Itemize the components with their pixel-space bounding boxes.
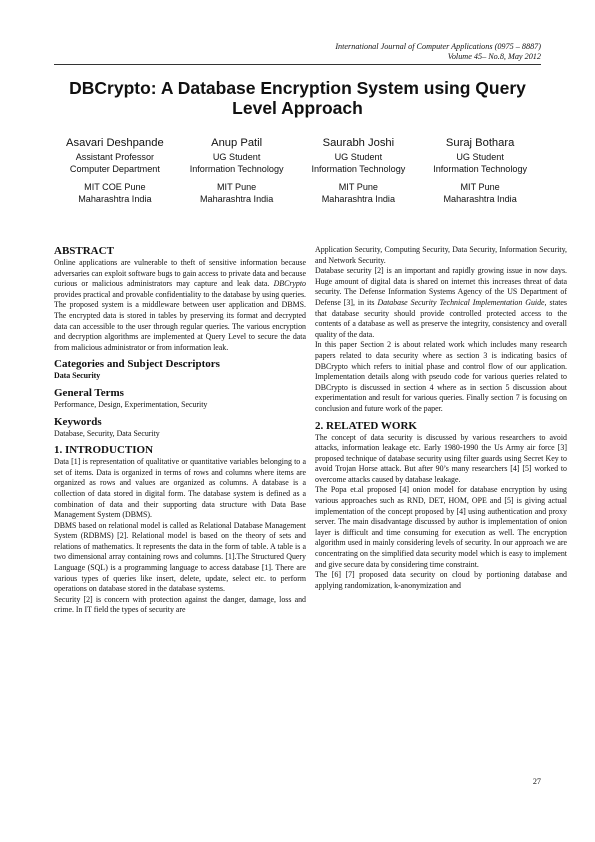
author-3	[298, 136, 420, 205]
author-block	[54, 136, 541, 205]
body-paragraph-1: Application Security, Computing Security, Data Security, Information Security, and Network Security.	[315, 245, 567, 265]
general-terms-heading: General Terms	[54, 386, 124, 399]
journal-header	[335, 42, 541, 62]
author-inst: MIT Pune	[216, 182, 257, 192]
related-paragraph-2: The Popa et.al proposed [4] onion model for database encryption by using various approaches such as RND, DET, HOM, OPE and [5] is giving actual implementation of the concept proposed by [4] using authentication and proxy server. The main disadvantage discussed by author is implementation of onion layer is difficult and time consuming for execution as well. The encryption algorithm used in mainly considering levels of security. In our approach we are concentrating on the simplified data security model which is easy to implement and give secure data by considering time constraint.	[315, 485, 567, 569]
categories-text: Data Security	[54, 371, 101, 381]
right-column	[315, 245, 567, 591]
author-dept: Information Technology	[433, 164, 528, 174]
intro-paragraph-1: Data [1] is representation of qualitative or quantitative variables belonging to a set of items. Data is organized in terms of rows and columns where items are organized as rows and values are organized as columns. A database is a collection of data stored in digital form. The database system is defined as a combination of data and their supporting data structure with Data Base Management System (DBMS).	[54, 457, 306, 520]
author-name: Anup Patil	[211, 137, 263, 149]
body-paragraph-2: Database security [2] is an important and rapidly growing issue in now days. Huge amount of digital data is shared on internet this increases threat of data security. The Defense Information Systems Agency of the US Department of Defense [3], in its Database Security Technical Implementation Guide, states that database security should provide controlled protected access to the contents of a database as well as preserve the integrity, consistency and overall quality of the data.	[315, 266, 568, 339]
author-location: Maharashtra India	[78, 194, 152, 204]
page-number: 27	[532, 777, 541, 786]
author-location: Maharashtra India	[321, 194, 396, 204]
left-column	[54, 245, 306, 616]
author-inst: MIT Pune	[460, 182, 500, 192]
related-paragraph-1: The concept of data security is discussed by various researchers to avoid attacks, information leakage etc. Early 1980-1990 the Us Army air force [3] proposed technique of database security using filter guards using Secret Key to avoid Trojan Horse attack. But after 90’s many researchers [4] [5] worked to overcome attacks caused by database leakage.	[315, 432, 567, 484]
body-paragraph-3: In this paper Section 2 is about related work which includes many research papers related to data security where as section 3 is indicating basics of DBCrypto which refers to initial phase and control flow of our application. Implementation details along with pseudo code for various queries related to DBCrypto is discussed in section 4 where as in section 5 discussion about experimentation and result for various queries. Finally section 7 is focusing on conclusion and future work of the paper.	[315, 340, 567, 413]
introduction-heading: 1. INTRODUCTION	[54, 444, 154, 457]
author-4	[419, 136, 541, 205]
author-1	[54, 136, 176, 205]
title-line-1: DBCrypto: A Database Encryption System using Query	[69, 78, 526, 98]
author-role: UG Student	[456, 152, 504, 162]
author-inst: MIT COE Pune	[84, 182, 146, 192]
title-line-2: Level Approach	[232, 98, 363, 118]
author-role: Assistant Professor	[75, 152, 155, 162]
related-work-heading: 2. RELATED WORK	[315, 419, 417, 432]
header-rule	[54, 64, 541, 65]
author-dept: Information Technology	[311, 164, 406, 174]
author-inst: MIT Pune	[338, 182, 378, 192]
abstract-text: Online applications are vulnerable to theft of sensitive information because adversaries can exploit software bugs to gain access to private data and because curious or malicious administrators may capture and leak data. DBCrypto provides practical and provable confidentiality to the database by using queries. The proposed system is a middleware between user application and DBMS. The encrypted data is stored in tables by preserving its format and decrypted data can accessible to the user through regular queries. The various encryption and decryption algorithms are implemented at Query Level to secure the data from malicious administrator or from information leak.	[54, 258, 306, 352]
journal-citation: International Journal of Computer Applications (0975 – 8887)	[335, 42, 541, 51]
keywords-heading: Keywords	[54, 415, 102, 428]
journal-volume: Volume 45– No.8, May 2012	[447, 52, 541, 61]
author-2	[176, 136, 298, 205]
categories-heading: Categories and Subject Descriptors	[54, 358, 220, 371]
related-paragraph-3: The [6] [7] proposed data security on cloud by portioning database and applying randomization, k-anonymization and	[315, 570, 567, 590]
abstract-heading: ABSTRACT	[54, 245, 114, 257]
keywords-text: Database, Security, Data Security	[54, 428, 160, 438]
general-terms-text: Performance, Design, Experimentation, Security	[54, 399, 208, 409]
intro-paragraph-3: Security [2] is concern with protection against the danger, damage, loss and crime. In IT field the types of security are	[54, 594, 306, 615]
author-name: Suraj Bothara	[445, 137, 515, 149]
author-location: Maharashtra India	[199, 194, 274, 204]
paper-title	[54, 78, 541, 118]
author-role: UG Student	[212, 152, 261, 162]
author-dept: Computer Department	[69, 164, 160, 174]
author-location: Maharashtra India	[443, 194, 517, 204]
author-name: Asavari Deshpande	[66, 137, 164, 149]
intro-paragraph-2: DBMS based on relational model is called as Relational Database Management System (RDBMS) [2]. Relational model is based on the theory of sets and relations of mathematics. It represents the data in the form of table. A table is a two dimensional array containing rows and columns. [1].The Structured Query Language (SQL) is a programming language to access database [1]. There are various types of queries like insert, delete, update, select etc. to perform operations on database stored in the database systems.	[54, 520, 306, 594]
author-dept: Information Technology	[189, 164, 284, 174]
author-name: Saurabh Joshi	[322, 137, 395, 149]
author-role: UG Student	[334, 152, 383, 162]
